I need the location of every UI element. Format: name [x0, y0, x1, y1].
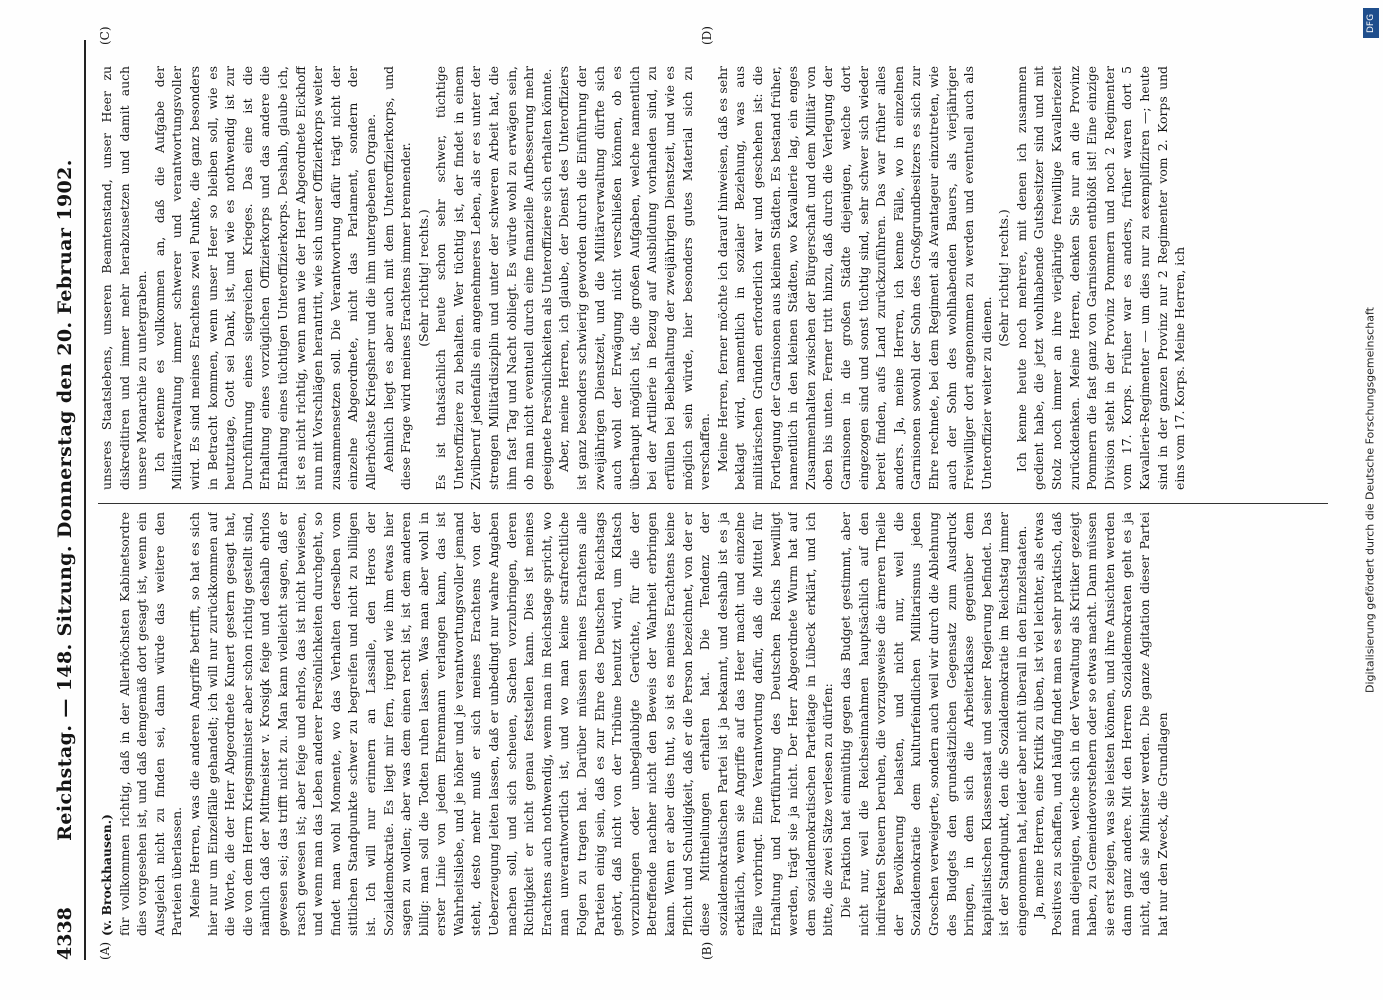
interjection: (Sehr richtig! rechts.) [996, 209, 1012, 347]
column-divider [98, 503, 1328, 504]
paragraph: Meine Herren, was die anderen Angriffe betrifft, so hat es sich hier nur um Einzelfälle gehandelt; ich will nur zurückkommen auf die Worte, die der Herr Abgeordnete Kunert gestern gesagt hat, die von dem Herrn Kriegsminister aber schon richtig gestellt sind, nämlich daß der Mittmeister v. Krosigk feige und deshalb ehrlos gewesen sei; das trifft nicht zu. Man kann vielleicht sagen, daß er rasch gewesen ist; aber feige und ehrlos, das ist nicht bewiesen, und wenn man das Leben anderer Persönlichkeiten durchgeht, so findet man wohl Momente, wo das Verhalten derselben vom sittlichen Standpunkte schwer zu begreifen und nicht zu billigen ist. Ich will nur erinnern an Lassalle, den Heros der Sozialdemokratie. Es liegt mir fern, irgend wie ihm etwas hier sagen zu wollen; aber was dem einen recht ist, ist dem anderen billig: man soll die Todten ruhen lassen. Was man aber wohl in erster Linie von jedem Ehrenmann verlangen kann, das ist Wahrheitsliebe, und je höher und je verantwortungsvoller jemand steht, desto mehr muß er sich meines Erachtens von der Ueberzeugung leiten lassen, daß er unbedingt nur wahre Angaben machen soll, und sich scheuen, Sachen vorzubringen, deren Richtigkeit er nicht genau feststellen kann. Dies ist meines Erachtens auch nothwendig, wenn man im Reichstage spricht, wo man unverantwortlich ist, und wo man keine strafrechtliche Folgen zu tragen hat. Darüber müssen meines Erachtens alle Parteien einig sein, daß es zur Ehre des Deutschen Reichstags gehört, daß nicht von der Tribüne benutzt wird, um Klatsch vorzubringen oder unbeglaubigte Gerüchte, für die der Betreffende nachher nicht den Beweis der Wahrheit erbringen kann. Wenn er aber dies thut, so ist es meines Erachtens keine Pflicht und Schuldigkeit, daß er die Person bezeichnet, von der er diese Mittheilungen erhalten hat. Die Tendenz der sozialdemokratischen Partei ist ja bekannt, und deshalb ist es ja erklärlich, wenn sie Angriffe auf das Heer macht und einzelne Fälle vorbringt. Eine Verantwortung dafür, daß die Mittel für Erhaltung und Fortführung des Deutschen Reichs bewilligt werden, trägt sie ja nicht. Der Herr Abgeordnete Wurm hat auf dem sozialdemokratischen Parteitage in Lübeck erklärt, und ich bitte, die zwei Sätze verlesen zu dürfen: [186, 512, 836, 936]
left-column [98, 512, 1333, 936]
paragraph: Es ist thatsächlich heute schon sehr schwer, tüchtige Unteroffiziere zu behalten. Wer tüchtig ist, der findet in einem Zivilberuf jedenfalls ein angenehmeres Leben, als er es unter der strengen Militärdisziplin und unter der schweren Arbeit hat, die ihm fast Tag und Nacht obliegt. Es würde wohl zu erwägen sein, ob man nicht eventuell durch eine finanzielle Aufbesserung mehr geeignete Persönlichkeiten als Unteroffiziere sich erhalten könnte. [433, 66, 554, 490]
running-header [50, 40, 86, 960]
paragraph: Ja, meine Herren, eine Kritik zu üben, ist viel leichter, als etwas Positives zu schaffen, und häufig findet man es sehr praktisch, daß man diejenigen, welche sich in der Verwaltung als Kritiker gezeigt haben, zu Gemeindevorstehern oder so etwas macht. Dann müssen sie erst zeigen, was sie leisten können, und ihre Ansichten werden dann ganz andere. Mit den Herren Sozialdemokraten geht es ja nicht, daß sie Minister werden. Die ganze Agitation dieser Partei hat nur den Zweck, die Grundlagen [1031, 512, 1170, 936]
paragraph: Aber, meine Herren, ich glaube, der Dienst des Unteroffiziers ist ganz besonders schwierig geworden durch die Einführung der zweijährigen Dienstzeit, und die Militärverwaltung dürfte sich auch wohl der Erwägung nicht verschließen können, ob es überhaupt möglich ist, die großen Aufgaben, welche namentlich bei der Artillerie in Bezug auf Ausbildung vorhanden sind, zu erfüllen bei Beibehaltung der zweijährigen Dienstzeit, und wie es möglich sein würde, hier besonders gutes Material sich zu verschaffen. [556, 66, 713, 490]
paragraph: unseres Staatslebens, unseren Beamtenstand, unser Heer zu diskreditiren und immer mehr herabzusetzen und damit auch unsere Monarchie zu untergraben. [99, 66, 150, 490]
paragraph: Ich kenne heute noch mehrere, mit denen ich zusammen gedient habe, die jetzt wohlhabende Gutsbesitzer sind und mit Stolz noch immer an ihre vierjährige freiwillige Kavalleriezeit zurückdenken. Meine Herren, denken Sie nur an die Provinz Pommern die fast ganz von Garnisonen entblößt ist! Eine einzige Division steht in der Provinz Pommern und noch 2 Regimenter vom 17. Korps. Früher war es anders, früher waren dort 5 Kavallerie-Regimenter — um dies nur zu exemplifiziren —; heute sind in der ganzen Provinz nur 2 Regimenter vom 2. Korps und eins vom 17. Korps. Meine Herren, ich [1013, 66, 1188, 490]
margin-marker-a: (A) [98, 941, 112, 960]
paragraph: Ich erkenne es vollkommen an, daß die Aufgabe der Militärverwaltung immer schwerer und verantwortungsvoller wird. Es sind meines Erachtens zwei Punkte, die ganz besonders in Betracht kommen, wenn unser Heer so bleiben soll, wie es heutzutage, Gott sei Dank, ist, und wie es nothwendig ist zur Durchführung eines siegreichen Krieges. Das eine ist die Erhaltung eines vorzüglichen Offizierkorps und das andere die Erhaltung eines tüchtigen Unteroffizierkorps. Deshalb, glaube ich, ist es nicht richtig, wenn man wie der Herr Abgeordnete Eickhoff nun mit Vorschlägen herantritt, wie sich unser Offizierkorps weiter zusammensetzen soll. Die Verantwortung dafür trägt nicht der einzelne Abgeordnete, nicht das Parlament, sondern der Allerhöchste Kriegsherr und die ihm untergebenen Organe. [151, 66, 378, 490]
margin-marker-c: (C) [98, 26, 112, 45]
paragraph: Aehnlich liegt es aber auch mit dem Unteroffizierkorps, und diese Frage wird meines Erachtens immer brennender. [380, 66, 414, 490]
digitization-credit: Digitalisierung gefördert durch die Deutsche Forschungsgemeinschaft [1363, 307, 1377, 693]
margin-marker-b: (B) [700, 941, 714, 960]
paragraph: Die Fraktion hat einmüthig gegen das Budget gestimmt, aber nicht nur, weil die Reichseinnahmen hauptsächlich auf den indirekten Steuern beruhen, die vorzugsweise die ärmeren Theile der Bevölkerung belasten, und nicht nur, weil die Sozialdemokratie dem kulturfeindlichen Militarismus jeden Groschen verweigerte, sondern auch weil wir durch die Ablehnung des Budgets den grundsätzlichen Gegensatz zum Ausdruck bringen, in dem sich die Arbeiterklasse gegenüber dem kapitalistischen Klassenstaat und seiner Regierung befindet. Das ist der Standpunkt, den die Sozialdemokratie im Reichstag immer eingenommen hat, leider aber nicht überall in den Einzelstaaten. [837, 512, 1029, 936]
interjection: (Sehr richtig! rechts.) [415, 209, 431, 347]
right-column [98, 66, 1333, 490]
page-number: 4338 [54, 907, 76, 960]
speaker-heading: (v. Brockhausen.) [99, 814, 114, 936]
paragraph: Meine Herren, ferner möchte ich darauf hinweisen, daß es sehr beklagt wird, namentlich in sozialer Beziehung, was aus militärischen Gründen erforderlich war und geschehen ist: die Fortlegung der Garnisonen aus kleinen Städten. Es bestand früher, namentlich in den kleinen Städten, wo Kavallerie lag, ein enges Zusammenhalten zwischen der Bürgerschaft und dem Militär von oben bis unten. Ferner tritt hinzu, daß durch die Verlegung der Garnisonen in die großen Städte diejenigen, welche dort eingezogen sind und sonst tüchtig sind, sehr schwer sich wieder bereit finden, aufs Land zurückzuführen. Das war früher alles anders. Ja, meine Herren, ich kenne Fälle, wo in einzelnen Garnisonen sowohl der Sohn des Großgrundbesitzers es sich zur Ehre rechnete, bei dem Regiment als Avantageur einzutreten, wie auch der Sohn des wohlhabenden Bauers, als vierjähriger Freiwilliger dort angenommen zu werden und eventuell auch als Unteroffizier weiter zu dienen. [714, 66, 994, 490]
margin-marker-d: (D) [700, 26, 714, 45]
dfg-logo: DFG [1363, 8, 1379, 38]
paragraph: für vollkommen richtig, daß in der Allerhöchsten Kabinetsordre dies vorgesehen ist, und daß demgemäß dort gesagt ist, wenn ein Ausgleich nicht zu finden sei, dann würde das weitere den Parteien überlassen. [116, 512, 185, 936]
running-title: Reichstag. — 148. Sitzung. Donnerstag den 20. Februar 1902. [54, 159, 76, 841]
